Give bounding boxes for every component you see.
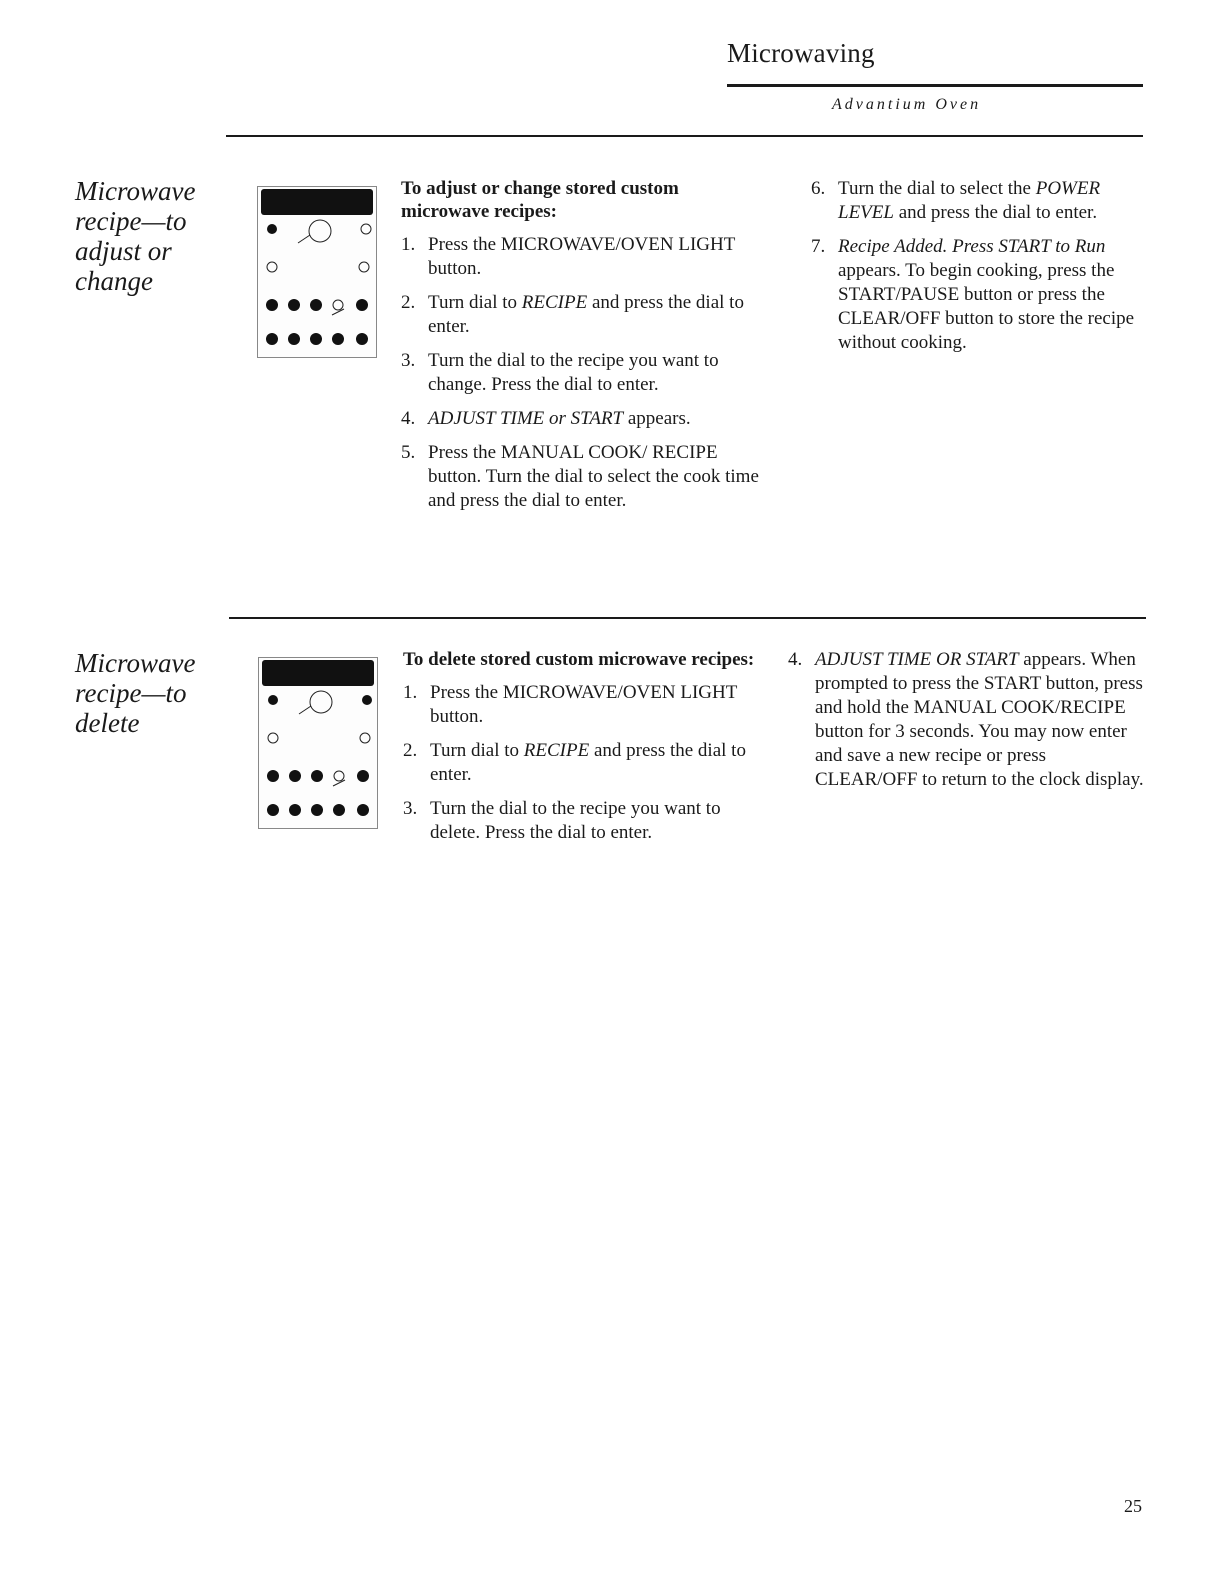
step-text: and press the dial to enter. [893,202,1098,223]
step-number: 1. [403,682,418,703]
step-number: 4. [788,649,803,670]
panel-buttons-graphic [259,658,377,828]
section-divider [229,617,1146,619]
page-header-subtitle: Advantium Oven [832,96,982,113]
side-title-line: recipe—to [75,678,187,708]
step-emphasis: ADJUST TIME OR START [815,649,1019,670]
steps-list [811,177,1146,355]
section2-column-right [788,648,1148,802]
panel-buttons-graphic [258,187,376,357]
step-number: 7. [811,236,826,257]
step-number: 3. [403,798,418,819]
side-title-line: Microwave [75,648,196,678]
step-number: 5. [401,442,416,463]
section-side-title [75,648,195,738]
step-emphasis: ADJUST TIME or START [428,408,624,429]
step-number: 2. [401,292,416,313]
step-number: 3. [401,350,416,371]
step-item [403,739,763,787]
step-item [811,177,1146,225]
control-panel-illustration [258,657,378,829]
step-text: Turn the dial to the recipe you want to change. Press the dial to enter. [428,350,719,395]
side-title-line: adjust or [75,236,172,266]
step-emphasis: Recipe Added. Press START to Run [838,236,1106,257]
steps-list [788,648,1148,792]
section1-column-left [401,177,761,523]
step-item [401,441,761,513]
step-item [401,291,761,339]
step-text: Turn the dial to the recipe you want to delete. Press the dial to enter. [430,798,721,843]
step-item [403,797,763,845]
section1-column-right [811,177,1146,365]
step-text: Press the MANUAL COOK/ RECIPE button. Turn the dial to select the cook time and press the dial to enter. [428,442,759,511]
step-number: 6. [811,178,826,199]
steps-list [403,681,763,845]
section-side-title [75,176,195,296]
step-text: Press the MICROWAVE/OVEN LIGHT button. [428,234,735,279]
section-heading: To adjust or change stored custom microwave recipes: [401,178,679,222]
step-text: Turn dial to [428,292,522,313]
step-text: appears. [623,408,691,429]
step-number: 2. [403,740,418,761]
side-title-line: delete [75,708,140,738]
side-title-line: change [75,266,153,296]
section-heading: To delete stored custom microwave recipes: [403,649,755,670]
side-title-line: recipe—to [75,206,187,236]
step-text: Turn the dial to select the [838,178,1036,199]
page-header-title: Microwaving [727,38,875,68]
step-item [401,407,761,431]
step-item [401,349,761,397]
section-divider [226,135,1143,137]
step-item [403,681,763,729]
step-text: and press the dial to enter. [428,292,744,337]
control-panel-illustration [257,186,377,358]
step-number: 1. [401,234,416,255]
step-emphasis: POWER LEVEL [838,178,1101,223]
step-text: Turn dial to [430,740,524,761]
step-emphasis: RECIPE [521,292,588,313]
step-item [401,233,761,281]
section2-column-left [403,648,763,855]
step-text: and press the dial to enter. [430,740,746,785]
header-rule [727,84,1143,87]
step-emphasis: RECIPE [523,740,590,761]
side-title-line: Microwave [75,176,196,206]
step-number: 4. [401,408,416,429]
step-text: appears. To begin cooking, press the START/PAUSE button or press the CLEAR/OFF button to store the recipe without cooking. [838,260,1135,353]
step-item [788,648,1148,792]
step-text: appears. When prompted to press the START button, press and hold the MANUAL COOK/RECIPE button for 3 seconds. You may now enter and save a new recipe or press CLEAR/OFF to return to the clock display. [815,649,1144,790]
step-text: Press the MICROWAVE/OVEN LIGHT button. [430,682,737,727]
step-item [811,235,1146,355]
page-number: 25 [1124,1496,1142,1516]
steps-list [401,233,761,513]
